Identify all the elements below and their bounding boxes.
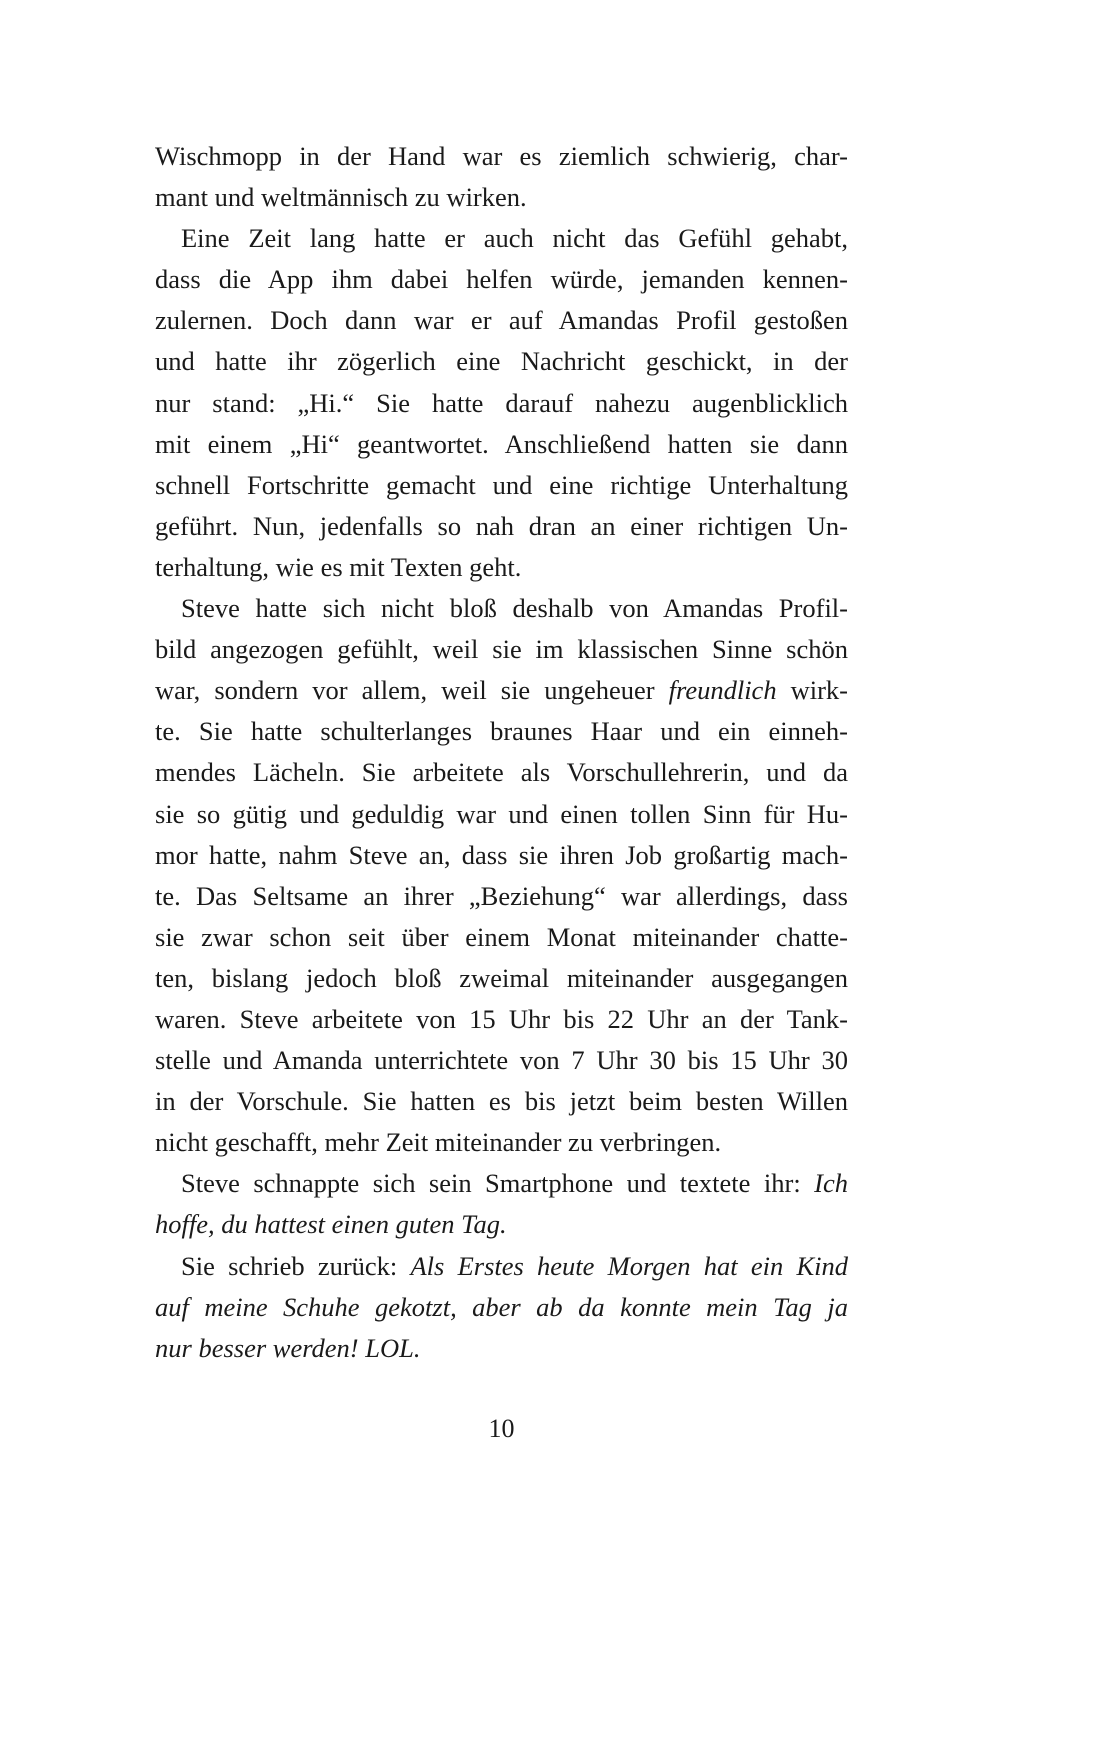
text-segment: stelle und Amanda unterrichtete von 7 Uhr 30 bis 15 Uhr 30 — [155, 1045, 848, 1076]
text-segment: nicht geschafft, mehr Zeit miteinander zu verbringen. — [155, 1127, 722, 1158]
text-line — [155, 177, 848, 218]
text-line — [155, 835, 848, 876]
text-line — [155, 999, 848, 1040]
text-segment: terhaltung, wie es mit Texten geht. — [155, 551, 522, 582]
text-line — [155, 547, 848, 588]
text-line — [155, 1122, 848, 1163]
text-line — [155, 794, 848, 835]
italic-text: auf meine Schuhe gekotzt, aber ab da konnte mein Tag ja — [155, 1291, 848, 1322]
text-segment: und hatte ihr zögerlich eine Nachricht geschickt, in der — [155, 346, 848, 377]
text-line — [155, 424, 848, 465]
text-segment: Sie schrieb zurück: — [181, 1250, 411, 1281]
italic-text: freundlich — [668, 675, 777, 706]
text-line — [155, 670, 848, 711]
text-line — [155, 259, 848, 300]
text-line — [155, 1163, 848, 1204]
text-line — [155, 629, 848, 670]
text-segment: mit einem „Hi“ geantwortet. Anschließend hatten sie dann — [155, 428, 848, 459]
text-line — [155, 465, 848, 506]
text-segment: nur stand: „Hi.“ Sie hatte darauf nahezu augenblicklich — [155, 387, 848, 418]
text-segment: mor hatte, nahm Steve an, dass sie ihren Job großartig mach- — [155, 839, 848, 870]
text-segment: Steve schnappte sich sein Smartphone und textete ihr: — [181, 1168, 815, 1199]
text-line — [155, 136, 848, 177]
text-segment: schnell Fortschritte gemacht und eine richtige Unterhaltung — [155, 469, 848, 500]
text-segment: mendes Lächeln. Sie arbeitete als Vorschullehrerin, und da — [155, 757, 848, 788]
text-line — [155, 1040, 848, 1081]
text-segment: zulernen. Doch dann war er auf Amandas Profil gestoßen — [155, 305, 848, 336]
text-line — [155, 588, 848, 629]
text-segment: Steve hatte sich nicht bloß deshalb von Amandas Profil- — [181, 593, 848, 624]
text-segment: geführt. Nun, jedenfalls so nah dran an einer richtigen Un- — [155, 510, 848, 541]
text-line — [155, 300, 848, 341]
body-text — [155, 136, 848, 1369]
text-segment: dass die App ihm dabei helfen würde, jemanden kennen- — [155, 264, 848, 295]
italic-text: Ich — [814, 1168, 848, 1199]
text-line — [155, 218, 848, 259]
text-line — [155, 917, 848, 958]
italic-text: Als Erstes heute Morgen hat ein Kind — [410, 1250, 848, 1281]
text-segment: ten, bislang jedoch bloß zweimal miteinander ausgegangen — [155, 962, 848, 993]
text-line — [155, 711, 848, 752]
text-line — [155, 1081, 848, 1122]
text-line — [155, 341, 848, 382]
italic-text: nur besser werden! LOL. — [155, 1332, 421, 1363]
text-segment: te. Sie hatte schulterlanges braunes Haar und ein einneh- — [155, 716, 848, 747]
text-line — [155, 1204, 848, 1245]
text-segment: waren. Steve arbeitete von 15 Uhr bis 22 Uhr an der Tank- — [155, 1003, 848, 1034]
text-segment: bild angezogen gefühlt, weil sie im klassischen Sinne schön — [155, 634, 848, 665]
text-line — [155, 383, 848, 424]
page-number: 10 — [488, 1414, 515, 1443]
text-line — [155, 876, 848, 917]
text-segment: te. Das Seltsame an ihrer „Beziehung“ war allerdings, dass — [155, 880, 848, 911]
text-line — [155, 958, 848, 999]
text-line — [155, 1287, 848, 1328]
text-segment: sie so gütig und geduldig war und einen tollen Sinn für Hu- — [155, 798, 848, 829]
text-segment: wirk- — [776, 675, 849, 706]
text-segment: war, sondern vor allem, weil sie ungeheuer — [155, 675, 669, 706]
text-segment: sie zwar schon seit über einem Monat miteinander chatte- — [155, 921, 848, 952]
text-line — [155, 752, 848, 793]
text-segment: mant und weltmännisch zu wirken. — [155, 182, 527, 213]
text-segment: Wischmopp in der Hand war es ziemlich schwierig, char- — [155, 141, 848, 171]
text-segment: in der Vorschule. Sie hatten es bis jetzt beim besten Willen — [155, 1086, 848, 1117]
italic-text: hoffe, du hattest einen guten Tag. — [155, 1209, 507, 1240]
text-line — [155, 506, 848, 547]
text-line — [155, 1246, 848, 1287]
text-line — [155, 1328, 848, 1369]
text-segment: Eine Zeit lang hatte er auch nicht das Gefühl gehabt, — [181, 223, 848, 254]
